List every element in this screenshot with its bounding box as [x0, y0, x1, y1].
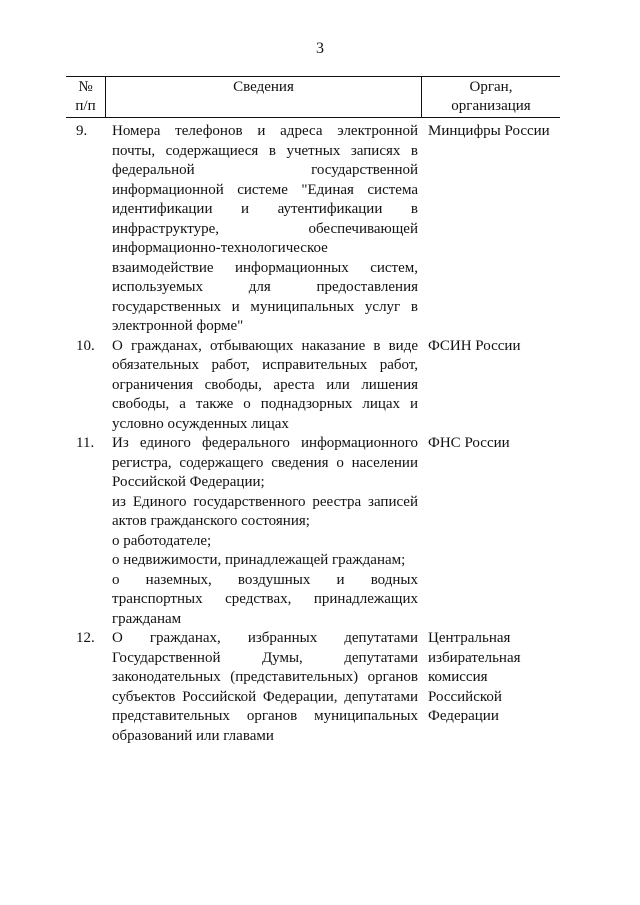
row-number: 9.: [76, 123, 88, 139]
table-header: [66, 76, 560, 118]
header-number-line2: п/п: [75, 98, 96, 114]
row-info-paragraph: из Единого государственного реестра записей актов гражданского состояния;: [112, 493, 418, 529]
row-info: [106, 434, 422, 629]
row-number: 12.: [76, 630, 95, 646]
row-info-paragraph: Номера телефонов и адреса электронной почты, содержащиеся в учетных записях в федеральной государственной информационной системе "Единая система идентификации и аутентификации в инфраструктуре, обеспечивающей информационно-технологическое взаимодействие информационных систем, используемых для предоставления государственных и муниципальных услуг в электронной форме": [112, 123, 418, 334]
row-info: [106, 629, 422, 746]
row-info-paragraph: о работодателе;: [112, 532, 212, 549]
row-organization: Минцифры России: [428, 123, 550, 139]
table-body: [66, 118, 560, 746]
page-number: 3: [316, 40, 324, 57]
header-number-line1: №: [78, 79, 93, 95]
row-info: [106, 122, 422, 337]
header-org-column: [422, 77, 560, 117]
header-org-line2: организация: [451, 98, 531, 114]
row-info-paragraph: О гражданах, отбывающих наказание в виде обязательных работ, исправительных работ, ограничения свободы, ареста или лишения свободы, а также о поднадзорных лицах и условно осужденных лицах: [112, 337, 418, 432]
header-info-column: Сведения: [106, 77, 422, 117]
table-row: [66, 629, 560, 746]
row-info-paragraph: о недвижимости, принадлежащей гражданам;: [112, 552, 406, 568]
header-number-column: [66, 77, 106, 117]
header-org-line1: Орган,: [469, 79, 513, 95]
row-organization: ФНС России: [428, 435, 510, 451]
row-organization: Центральная избирательная комиссия Российской Федерации: [428, 630, 521, 724]
table-row: [66, 122, 560, 337]
row-number: 11.: [76, 435, 95, 451]
row-organization: ФСИН России: [428, 337, 521, 354]
row-info-paragraph: О гражданах, избранных депутатами Государственной Думы, депутатами законодательных (представительных) органов субъектов Российской Федерации, депутатами представительных органов муниципальных образований или главами: [112, 630, 418, 744]
row-number: 10.: [76, 337, 95, 354]
row-info: [106, 337, 422, 435]
row-info-paragraph: о наземных, воздушных и водных транспортных средствах, принадлежащих гражданам: [112, 571, 418, 627]
data-sources-table: [66, 76, 560, 746]
row-info-paragraph: Из единого федерального информационного регистра, содержащего сведения о населении Российской Федерации;: [112, 435, 418, 490]
table-row: [66, 434, 560, 629]
table-row: [66, 337, 560, 435]
